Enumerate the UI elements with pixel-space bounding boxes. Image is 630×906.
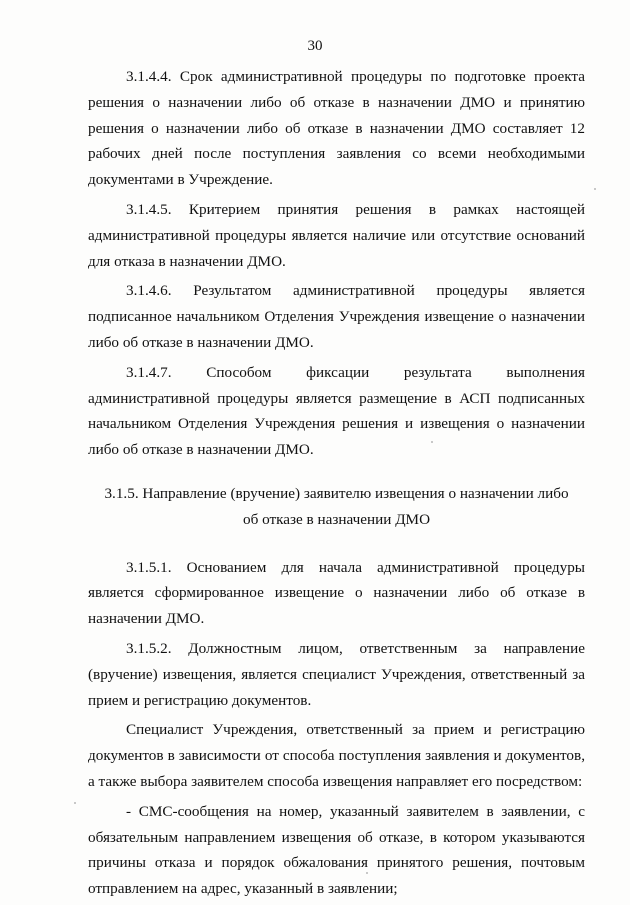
paragraph-specialist: Специалист Учреждения, ответственный за прием и регистрацию документов в зависимости от способа поступления заявления и документов, а также выбора заявителем способа извещения направляет его посредством: [88,721,585,790]
paragraph-3-1-5-1: 3.1.5.1. Основанием для начала административной процедуры является сформированное извещение о назначении либо об отказе в назначении ДМО. [88,558,585,628]
scan-speck [366,872,368,874]
document-body [88,64,585,906]
scan-speck [74,802,76,804]
paragraph-3-1-5-2: 3.1.5.2. Должностным лицом, ответственным за направление (вручение) извещения, является специалист Учреждения, ответственный за прием и регистрацию документов. [88,639,585,709]
section-heading-line-2: об отказе в назначении ДМО [242,510,431,528]
page-number: 30 [307,38,323,54]
paragraph-sms-item: - СМС-сообщения на номер, указанный заявителем в заявлении, с обязательным направлением извещения об отказе, в котором указываются причины отказа и порядок обжалования принятого решения, почтовым отправлением на адрес, указанный в заявлении; [88,802,585,898]
paragraph-3-1-4-6: 3.1.4.6. Результатом административной процедуры является подписанное начальником Отделения Учреждения извещение о назначении либо об отказе в назначении ДМО. [88,282,585,351]
section-heading-line-1: 3.1.5. Направление (вручение) заявителю извещения о назначении либо [104,484,569,502]
scan-speck [431,441,433,443]
paragraph-3-1-4-5: 3.1.4.5. Критерием принятия решения в рамках настоящей административной процедуры является наличие или отсутствие оснований для отказа в назначении ДМО. [88,200,585,270]
section-heading-3-1-5 [88,481,585,533]
scan-speck [594,188,596,190]
paragraph-3-1-4-4: 3.1.4.4. Срок административной процедуры по подготовке проекта решения о назначении либо об отказе в назначении ДМО и принятию решения о назначении либо об отказе в назначении ДМО составляет 12 рабочих дней после поступления заявления со всеми необходимыми документами в Учреждение. [88,68,585,189]
paragraph-3-1-4-7: 3.1.4.7. Способом фиксации результата выполнения административной процедуры является размещение в АСП подписанных начальником Отделения Учреждения решения и извещения о назначении либо об отказе в назначении ДМО. [88,363,585,459]
